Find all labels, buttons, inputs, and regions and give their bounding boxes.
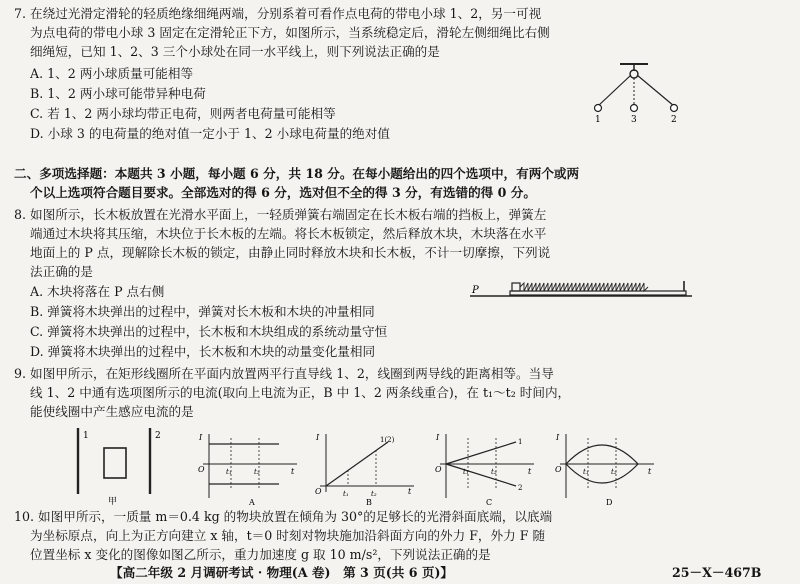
q9d-t-label: t [648, 467, 652, 476]
q7-option-c: C. 若 1、2 两小球均带正电荷，则两者电荷量可能相等 [30, 106, 336, 121]
q7-option-d: D. 小球 3 的电荷量的绝对值一定小于 1、2 小球电荷量的绝对值 [30, 126, 390, 141]
section-2-title-line-2: 个以上选项符合题目要求。全部选对的得 6 分，选对但不全的得 3 分，有选错的得 0 分。 [30, 185, 536, 200]
q9-line-2: 线 1、2 中通有选项图所示的电流(取向上电流为正，B 中 1、2 两条线重合)，在 t₁～t₂ 时间内， [30, 385, 571, 400]
page-footer: 【高二年级 2 月调研考试 · 物理(A 卷) 第 3 页(共 6 页)】 [110, 565, 454, 580]
q9d-curve-1 [566, 445, 638, 464]
q9b-legend: 1(2) [380, 436, 395, 444]
q10-line-1: 10. 如图甲所示，一质量 m＝0.4 kg 的物块放置在倾角为 30°的足够长的光滑斜面底端，以底端 [14, 509, 553, 524]
q9c-line-2 [446, 464, 516, 486]
q9c-line-1 [446, 442, 516, 464]
q9-line-3: 能使线圈中产生感应电流的是 [30, 404, 194, 419]
q9-option-a-graph [195, 430, 300, 505]
q9-line-1: 9. 如图甲所示，在矩形线圈所在平面内放置两平行直导线 1、2，线圈到两导线的距离相等。当导 [14, 366, 554, 381]
q9a-t2-label: t₂ [254, 468, 260, 476]
q8-option-a: A. 木块将落在 P 点右侧 [30, 284, 165, 299]
q9d-o-label: O [555, 465, 562, 474]
q9-coil [104, 448, 126, 478]
q7-label-3: 3 [631, 115, 637, 125]
q9-jia-label: 甲 [108, 497, 118, 507]
q7-right-string [637, 75, 674, 106]
q9-wire-2-label: 2 [155, 431, 161, 441]
q9a-o-label: O [198, 465, 205, 474]
q9b-t1-label: t₁ [343, 490, 349, 498]
q8-spring [520, 283, 648, 291]
q9d-i-label: I [556, 433, 560, 442]
q10-line-3: 位置坐标 x 变化的图像如图乙所示，重力加速度 g 取 10 m/s²，下列说法正确的是 [30, 547, 491, 562]
q9d-t1-label: t₁ [583, 468, 589, 476]
q9b-t-label: t [408, 487, 412, 496]
q9b-line [326, 442, 388, 486]
q9b-t2-label: t₂ [371, 490, 377, 498]
q8-option-b: B. 弹簧将木块弹出的过程中，弹簧对长木板和木块的冲量相同 [30, 304, 375, 319]
q8-line-4: 法正确的是 [30, 264, 93, 279]
q9c-t1-label: t₁ [463, 468, 469, 476]
q9a-t1-label: t₁ [226, 468, 232, 476]
q9a-t-label: t [291, 467, 295, 476]
q9a-i-label: I [199, 433, 203, 442]
q7-pulley-figure [590, 62, 700, 124]
q9b-option-label: B [366, 498, 372, 507]
q9b-o-label: O [315, 487, 322, 496]
q9c-option-label: C [486, 498, 493, 507]
q8-option-d: D. 弹簧将木块弹出的过程中，长木板和木块的动量变化量相同 [30, 344, 376, 359]
q7-ball-2 [671, 105, 678, 112]
paper-code: 25－X－467B [672, 565, 762, 580]
q9c-line-1-label: 1 [518, 438, 523, 446]
q9-option-c-graph [432, 430, 537, 505]
q7-label-2: 2 [671, 115, 677, 125]
q9d-option-label: D [606, 498, 613, 507]
q9c-line-2-label: 2 [518, 484, 523, 492]
q9b-i-label: I [316, 433, 320, 442]
q10-line-2: 为坐标原点，向上为正方向建立 x 轴，t＝0 时刻对物块施加沿斜面方向的外力 F，外力 F 随 [30, 528, 546, 543]
q9d-curve-2 [566, 464, 638, 483]
q8-board-figure [470, 280, 695, 300]
q8-long-board [510, 291, 686, 295]
q9c-o-label: O [435, 465, 442, 474]
q9-wire-1-label: 1 [83, 431, 89, 441]
q8-label-p: P [472, 285, 479, 296]
q7-line-2: 为点电荷的带电小球 3 固定在定滑轮正下方，如图所示，当系统稳定后，滑轮左侧细绳比右侧 [30, 25, 550, 40]
q9c-i-label: I [436, 433, 440, 442]
q8-option-c: C. 弹簧将木块弹出的过程中，长木板和木块组成的系统动量守恒 [30, 324, 388, 339]
q7-ball-1 [595, 105, 602, 112]
q7-left-string [598, 75, 631, 106]
section-2-title-line-1: 二、多项选择题：本题共 3 小题，每小题 6 分，共 18 分。在每小题给出的四个选项中，有两个或两 [14, 166, 580, 181]
q9c-t2-label: t₂ [491, 468, 497, 476]
q9c-t-label: t [528, 467, 532, 476]
q7-pulley [630, 70, 638, 78]
q7-ball-3 [631, 105, 638, 112]
q9d-t2-label: t₂ [611, 468, 617, 476]
q7-label-1: 1 [595, 115, 601, 125]
q8-line-3: 地面上的 P 点，现解除长木板的锁定，由静止同时释放木块和长木板，不计一切摩擦，下列说 [30, 245, 551, 260]
q8-line-1: 8. 如图所示，长木板放置在光滑水平面上，一轻质弹簧右端固定在长木板右端的挡板上，弹簧左 [14, 207, 547, 222]
q7-line-3: 细绳短，已知 1、2、3 三个小球处在同一水平线上，则下列说法正确的是 [30, 44, 440, 59]
q9-option-b-graph [312, 430, 417, 505]
q8-block [512, 283, 520, 291]
q9-option-d-graph [552, 430, 657, 505]
q7-option-b: B. 1、2 两小球可能带异种电荷 [30, 86, 206, 101]
q8-line-2: 端通过木块将其压缩，木块位于长木板的左端。将长木板锁定，然后释放木块，木块落在水平 [30, 226, 547, 241]
q7-line-1: 7. 在绕过光滑定滑轮的轻质绝缘细绳两端，分别系着可看作点电荷的带电小球 1、2，另一可视 [14, 6, 542, 21]
q7-option-a: A. 1、2 两小球质量可能相等 [30, 66, 194, 81]
q9-figure-jia [64, 424, 174, 507]
q9a-option-label: A [249, 498, 255, 507]
